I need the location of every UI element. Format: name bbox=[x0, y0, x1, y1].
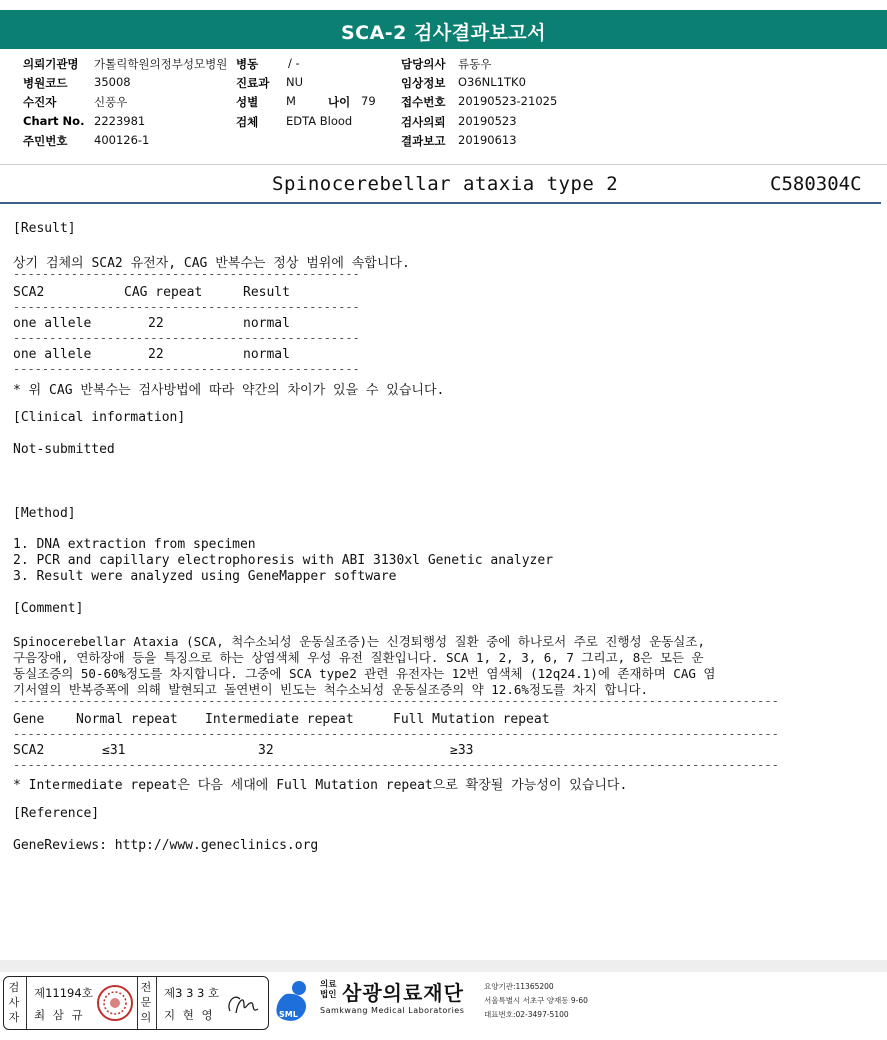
specialist-license: 제3 3 3 호 bbox=[164, 986, 220, 1000]
comment-col-normal: Normal repeat bbox=[76, 712, 178, 727]
patient-info bbox=[0, 56, 887, 156]
result-note: * 위 CAG 반복수는 검사방법에 따라 약간의 차이가 있을 수 있습니다. bbox=[13, 383, 445, 398]
sex-value: M bbox=[286, 94, 296, 108]
corp-name: 삼광의료재단 bbox=[342, 981, 464, 1005]
divider bbox=[156, 977, 157, 1029]
comment-row-gene: SCA2 bbox=[13, 743, 45, 758]
clinical-heading: [Clinical information] bbox=[13, 410, 186, 425]
divider: ------------------------------------------------ bbox=[13, 267, 360, 281]
sml-logo-icon bbox=[272, 978, 316, 1026]
method-heading: [Method] bbox=[13, 506, 76, 521]
result-col-cag: CAG repeat bbox=[124, 285, 203, 300]
result-row2-allele: one allele bbox=[13, 347, 92, 362]
id-value: 400126-1 bbox=[94, 133, 150, 147]
header-divider bbox=[0, 164, 887, 165]
inspector-name: 최 삼 규 bbox=[34, 1008, 85, 1022]
reference-link[interactable]: GeneReviews: http://www.geneclinics.org bbox=[13, 838, 319, 853]
result-col-gene: SCA2 bbox=[13, 285, 45, 300]
report-label: 결과보고 bbox=[401, 134, 446, 148]
corp-prefix: 의료법인 bbox=[320, 980, 337, 1000]
result-row2-result: normal bbox=[243, 347, 290, 362]
footer-band bbox=[0, 960, 887, 972]
specialist-label: 전문의 bbox=[140, 981, 152, 1024]
title-banner bbox=[0, 10, 887, 49]
report-code: C580304C bbox=[770, 173, 862, 195]
signature-icon bbox=[222, 983, 264, 1023]
result-col-result: Result bbox=[243, 285, 290, 300]
admin-value: O36NL1TK0 bbox=[458, 75, 526, 89]
dept-value: NU bbox=[286, 75, 304, 89]
patient-label: 수진자 bbox=[23, 95, 57, 109]
inspector-license: 제11194호 bbox=[34, 986, 93, 1000]
divider: ---------------------------------------------------------------------------------------------------------- bbox=[13, 727, 779, 741]
specimen-value: EDTA Blood bbox=[286, 114, 353, 128]
divider: ------------------------------------------------ bbox=[13, 331, 360, 345]
reference-heading: [Reference] bbox=[13, 806, 100, 821]
method-item: 1. DNA extraction from specimen bbox=[13, 537, 256, 552]
divider: ------------------------------------------------ bbox=[13, 362, 360, 376]
comment-col-full: Full Mutation repeat bbox=[393, 712, 550, 727]
logo-text: SML bbox=[279, 1010, 298, 1019]
code-label: 병원코드 bbox=[23, 76, 68, 90]
corp-address: 서울특별시 서초구 양재동 9-60 bbox=[484, 996, 588, 1005]
req-value: 20190523 bbox=[458, 114, 517, 128]
comment-line: 기서열의 반복증폭에 의해 발현되고 돌연변이 빈도는 척수소뇌성 운동실조증의 약 12.6%정도를 차지 합니다. bbox=[13, 682, 649, 697]
comment-line: 동실조증의 50-60%정도를 차지합니다. 그중에 SCA type2 관련 유전자는 12번 염색체 (12q24.1)에 존재하며 CAG 염 bbox=[13, 666, 716, 681]
result-row2-cag: 22 bbox=[148, 347, 164, 362]
ward-label: 병동 bbox=[236, 57, 259, 71]
req-label: 검사의뢰 bbox=[401, 115, 446, 129]
divider bbox=[26, 977, 27, 1029]
comment-line: Spinocerebellar Ataxia (SCA, 척수소뇌성 운동실조증)는 신경퇴행성 질환 중에 하나로서 주로 진행성 운동실조, bbox=[13, 634, 705, 649]
id-label: 주민번호 bbox=[23, 134, 68, 148]
corp-phone: 대표번호:02-3497-5100 bbox=[484, 1010, 569, 1019]
comment-col-gene: Gene bbox=[13, 712, 45, 727]
comment-row-normal: ≤31 bbox=[102, 743, 126, 758]
recv-value: 20190523-21025 bbox=[458, 94, 558, 108]
seal-stamp-icon bbox=[96, 983, 134, 1023]
comment-note: * Intermediate repeat은 다음 세대에 Full Mutation repeat으로 확장될 가능성이 있습니다. bbox=[13, 778, 628, 793]
top-strip bbox=[0, 0, 887, 10]
comment-line: 구음장애, 연하장애 등을 특징으로 하는 상염색체 우성 유전 질환입니다. SCA 1, 2, 3, 6, 7 그리고, 8은 모든 운 bbox=[13, 650, 704, 665]
ward-value: / - bbox=[288, 56, 300, 70]
age-value: 79 bbox=[361, 94, 376, 108]
signature-box bbox=[3, 976, 269, 1030]
chart-label: Chart No. bbox=[23, 114, 85, 128]
dept-label: 진료과 bbox=[236, 76, 270, 90]
divider bbox=[137, 977, 138, 1029]
admin-label: 임상정보 bbox=[401, 76, 446, 90]
hospital-value: 가톨릭학원의정부성모병원 bbox=[94, 57, 228, 71]
code-value: 35008 bbox=[94, 75, 131, 89]
method-item: 3. Result were analyzed using GeneMapper software bbox=[13, 569, 397, 584]
method-item: 2. PCR and capillary electrophoresis with ABI 3130xl Genetic analyzer bbox=[13, 553, 554, 568]
title-rule bbox=[0, 202, 881, 204]
comment-heading: [Comment] bbox=[13, 601, 84, 616]
clinical-text: Not-submitted bbox=[13, 442, 115, 457]
report-title: Spinocerebellar ataxia type 2 bbox=[272, 173, 619, 195]
hospital-label: 의뢰기관명 bbox=[23, 57, 79, 71]
result-heading: [Result] bbox=[13, 221, 76, 236]
age-label: 나이 bbox=[328, 95, 351, 109]
result-row1-allele: one allele bbox=[13, 316, 92, 331]
comment-row-intermediate: 32 bbox=[258, 743, 274, 758]
comment-col-intermediate: Intermediate repeat bbox=[205, 712, 354, 727]
specialist-name: 지 현 영 bbox=[164, 1008, 215, 1022]
chart-value: 2223981 bbox=[94, 114, 146, 128]
inspector-label: 검사자 bbox=[8, 981, 20, 1024]
report-banner-title: SCA-2 검사결과보고서 bbox=[340, 22, 547, 44]
divider: ---------------------------------------------------------------------------------------------------------- bbox=[13, 758, 779, 772]
doctor-value: 류동우 bbox=[458, 57, 492, 71]
result-row1-result: normal bbox=[243, 316, 290, 331]
corp-english: Samkwang Medical Laboratories bbox=[320, 1006, 465, 1015]
patient-value: 신풍우 bbox=[94, 95, 128, 109]
report-value: 20190613 bbox=[458, 133, 517, 147]
result-row1-cag: 22 bbox=[148, 316, 164, 331]
comment-row-full: ≥33 bbox=[450, 743, 474, 758]
sex-label: 성별 bbox=[236, 95, 259, 109]
corp-code: 요양기관:11365200 bbox=[484, 982, 554, 991]
recv-label: 접수번호 bbox=[401, 95, 446, 109]
divider: ------------------------------------------------ bbox=[13, 300, 360, 314]
divider: ---------------------------------------------------------------------------------------------------------- bbox=[13, 694, 779, 708]
doctor-label: 담당의사 bbox=[401, 57, 446, 71]
specimen-label: 검체 bbox=[236, 115, 259, 129]
result-text: 상기 검체의 SCA2 유전자, CAG 반복수는 정상 범위에 속합니다. bbox=[13, 256, 410, 271]
